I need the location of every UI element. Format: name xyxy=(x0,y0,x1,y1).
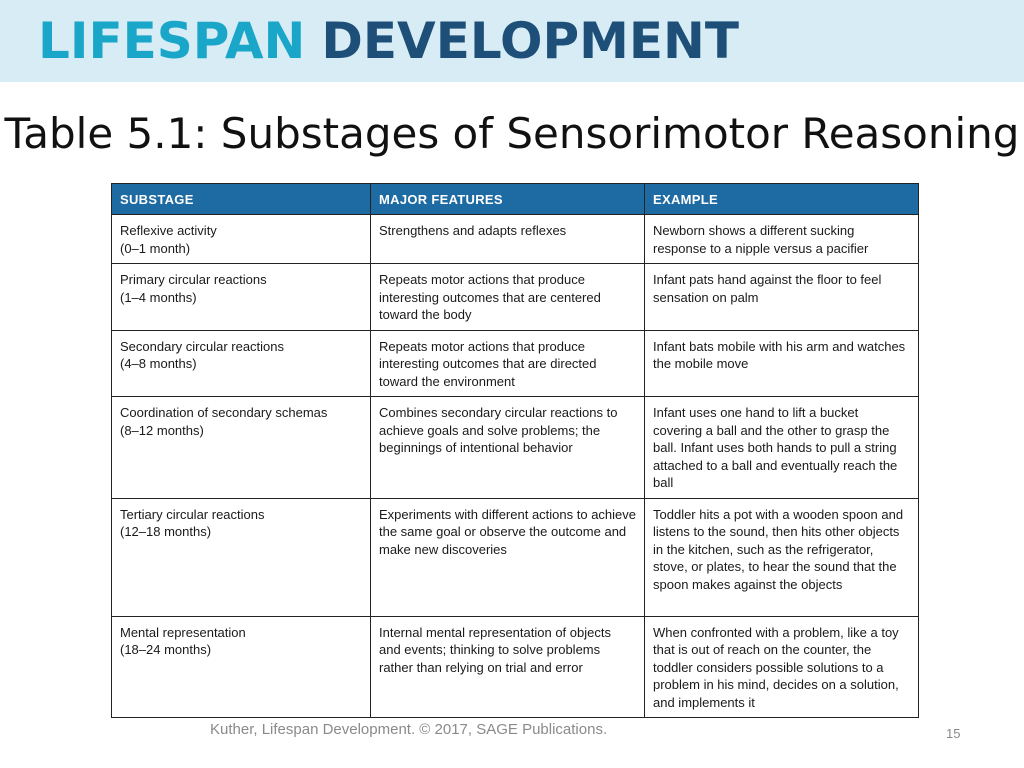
brand-lifespan: LIFESPAN xyxy=(38,12,306,70)
example-cell: Newborn shows a different sucking response to a nipple versus a pacifier xyxy=(645,215,919,264)
substages-table xyxy=(111,183,919,718)
substage-name: Reflexive activity xyxy=(120,223,217,238)
substage-age: (4–8 months) xyxy=(120,356,197,371)
features-cell: Repeats motor actions that produce interesting outcomes that are centered toward the body xyxy=(371,264,645,331)
slide-title: Table 5.1: Substages of Sensorimotor Reasoning xyxy=(4,109,1020,158)
table-row xyxy=(112,616,919,718)
brand-logo xyxy=(38,10,739,72)
table-row xyxy=(112,264,919,331)
substage-cell xyxy=(112,616,371,718)
header-major-features: MAJOR FEATURES xyxy=(371,184,645,215)
brand-development: DEVELOPMENT xyxy=(321,12,739,70)
header-banner xyxy=(0,0,1024,82)
substage-age: (8–12 months) xyxy=(120,422,204,438)
substage-name: Mental representation xyxy=(120,624,246,640)
substage-cell xyxy=(112,264,371,331)
substage-age: (0–1 month) xyxy=(120,240,191,256)
example-cell: Toddler hits a pot with a wooden spoon and listens to the sound, then hits other objects in the kitchen, such as the refrigerator, stove, or plates, to hear the sound that the spoon makes against the objects xyxy=(645,498,919,616)
substage-name: Coordination of secondary schemas xyxy=(120,405,328,420)
example-cell: When confronted with a problem, like a toy that is out of reach on the counter, the toddler considers possible solutions to a problem in his mind, decides on a solution, and implements it xyxy=(645,616,919,718)
substage-cell xyxy=(112,330,371,397)
table-row xyxy=(112,498,919,616)
features-cell: Strengthens and adapts reflexes xyxy=(371,215,645,264)
header-example: EXAMPLE xyxy=(645,184,919,215)
page-number: 15 xyxy=(946,726,961,741)
features-cell: Combines secondary circular reactions to achieve goals and solve problems; the beginnings of intentional behavior xyxy=(371,397,645,499)
substage-cell xyxy=(112,498,371,616)
example-cell: Infant bats mobile with his arm and watches the mobile move xyxy=(645,330,919,397)
substage-age: (12–18 months) xyxy=(120,524,212,539)
substage-age: (1–4 months) xyxy=(120,289,197,305)
table-header-row xyxy=(112,184,919,215)
example-cell: Infant pats hand against the floor to feel sensation on palm xyxy=(645,264,919,331)
features-cell: Internal mental representation of objects and events; thinking to solve problems rather than relying on trial and error xyxy=(371,616,645,718)
features-cell: Experiments with different actions to achieve the same goal or observe the outcome and make new discoveries xyxy=(371,498,645,616)
table-row xyxy=(112,215,919,264)
example-cell: Infant uses one hand to lift a bucket covering a ball and the other to grasp the ball. Infant uses both hands to pull a string attached to a ball and eventually reach the ball xyxy=(645,397,919,499)
table-row xyxy=(112,330,919,397)
substage-age: (18–24 months) xyxy=(120,642,212,657)
features-cell: Repeats motor actions that produce interesting outcomes that are directed toward the environment xyxy=(371,330,645,397)
substage-cell xyxy=(112,397,371,499)
substage-name: Primary circular reactions xyxy=(120,272,267,287)
substage-name: Secondary circular reactions xyxy=(120,338,285,354)
header-substage: SUBSTAGE xyxy=(112,184,371,215)
substage-cell xyxy=(112,215,371,264)
substage-name: Tertiary circular reactions xyxy=(120,506,265,522)
footer-citation: Kuther, Lifespan Development. © 2017, SAGE Publications. xyxy=(210,721,608,738)
table-row xyxy=(112,397,919,499)
